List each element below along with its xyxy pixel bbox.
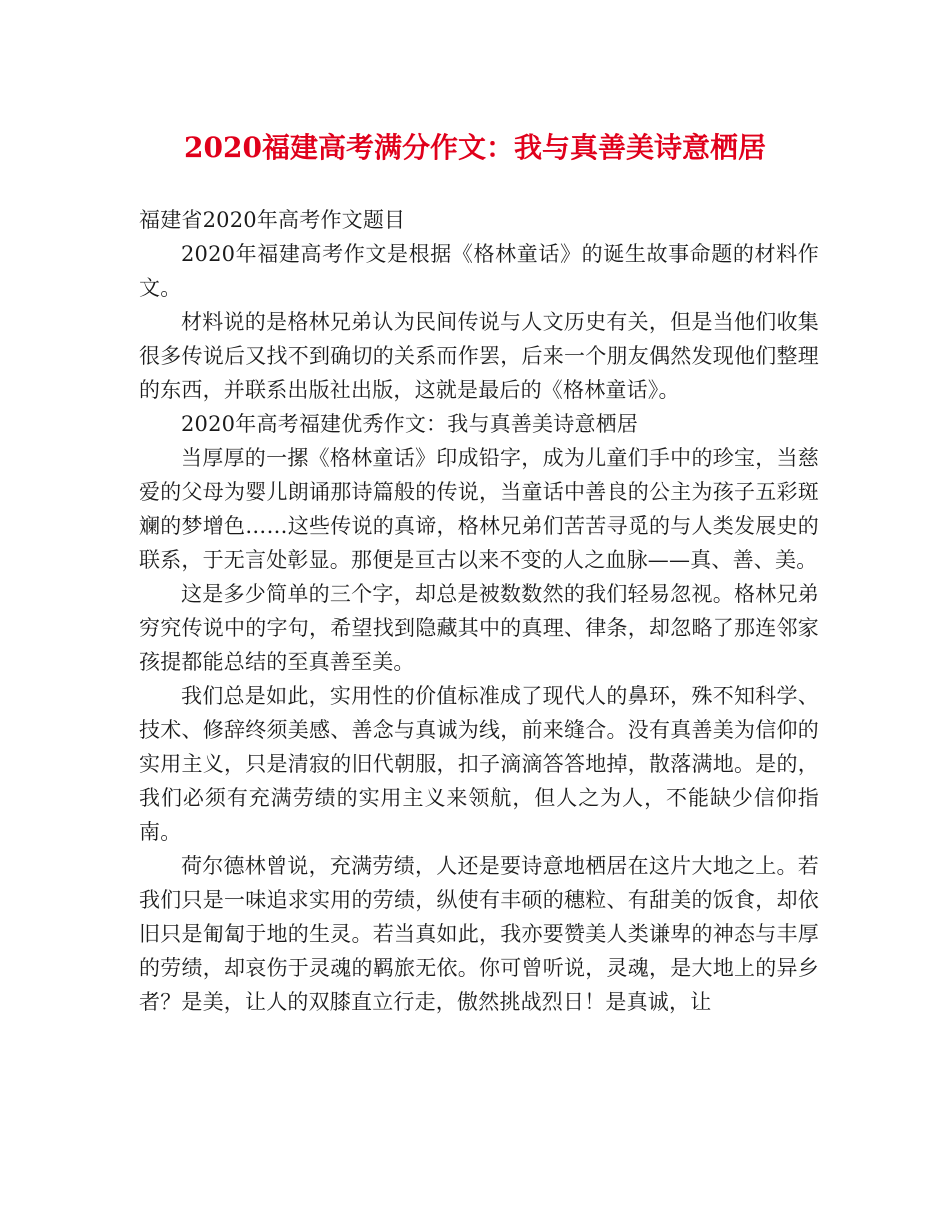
paragraph-material: 材料说的是格林兄弟认为民间传说与人文历史有关，但是当他们收集很多传说后又找不到确切的关系而作罢，后来一个朋友偶然发现他们整理的东西，并联系出版社出版，这就是最后的《格林童话》。 [139,310,819,402]
document-title: 2020福建高考满分作文：我与真善美诗意栖居 [184,131,766,164]
paragraph-essay-heading: 2020年高考福建优秀作文：我与真善美诗意栖居 [181,412,639,436]
paragraph-essay-1: 当厚厚的一摞《格林童话》印成铅字，成为儿童们手中的珍宝，当慈爱的父母为婴儿朗诵那诗篇般的传说，当童话中善良的公主为孩子五彩斑斓的梦增色……这些传说的真谛，格林兄弟们苦苦寻觅的与人类发展史的联系，于无言处彰显。那便是亘古以来不变的人之血脉——真、善、美。 [139,446,819,572]
document-body [139,203,819,1019]
paragraph-essay-2: 这是多少简单的三个字，却总是被数数然的我们轻易忽视。格林兄弟穷究传说中的字句，希望找到隐藏其中的真理、律条，却忽略了那连邻家孩提都能总结的至真善至美。 [139,582,819,674]
paragraph-intro: 2020年福建高考作文是根据《格林童话》的诞生故事命题的材料作文。 [139,242,819,300]
paragraph-exam-heading: 福建省2020年高考作文题目 [139,208,406,232]
paragraph-essay-4: 荷尔德林曾说，充满劳绩，人还是要诗意地栖居在这片大地之上。若我们只是一味追求实用的劳绩，纵使有丰硕的穗粒、有甜美的饭食，却依旧只是匍匐于地的生灵。若当真如此，我亦要赞美人类谦卑的神态与丰厚的劳绩，却哀伤于灵魂的羁旅无依。你可曾听说，灵魂，是大地上的异乡者？是美，让人的双膝直立行走，傲然挑战烈日！是真诚，让 [139,854,819,1014]
paragraph-essay-3: 我们总是如此，实用性的价值标准成了现代人的鼻环，殊不知科学、技术、修辞终须美感、善念与真诚为线，前来缝合。没有真善美为信仰的实用主义，只是清寂的旧代朝服，扣子滴滴答答地掉，散落满地。是的，我们必须有充满劳绩的实用主义来领航，但人之为人，不能缺少信仰指南。 [139,684,819,844]
